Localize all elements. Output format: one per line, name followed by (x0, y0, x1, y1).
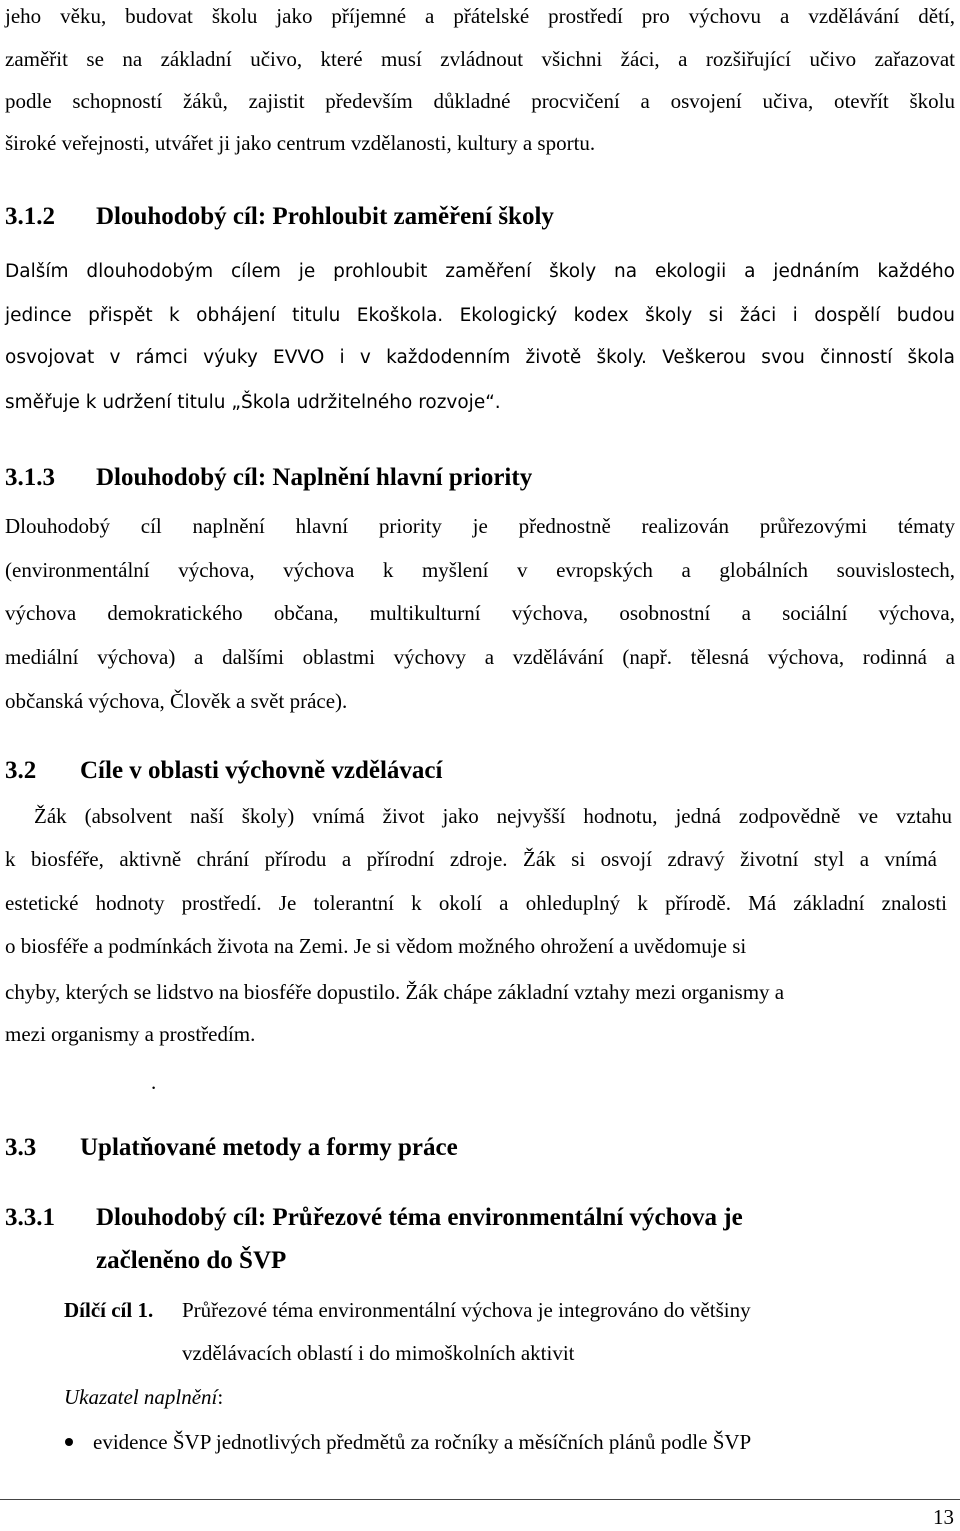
text-line: zaměřit se na základní učivo, které musí zvládnout všichni žáci, a rozšiřující učivo zařazovat (5, 47, 955, 71)
bullet-icon (65, 1438, 73, 1446)
indicator-heading (64, 1383, 223, 1411)
section-heading (5, 201, 554, 233)
list-item: evidence ŠVP jednotlivých předmětů za ročníky a měsíčních plánů podle ŠVP (93, 1430, 752, 1454)
section-heading (5, 1202, 743, 1234)
footer-divider (0, 1499, 960, 1500)
section-title: Uplatňované metody a formy práce (80, 1134, 458, 1161)
text-line: jedince přispět k obhájení titulu Ekoškola. Ekologický kodex školy si žáci i dospělí budou (5, 305, 955, 326)
text-line: občanská výchova, Člověk a svět práce). (5, 689, 348, 713)
text-line: estetické hodnoty prostředí. Je tolerantní k okolí a ohleduplný k přírodě. Má základní znalosti (5, 891, 947, 915)
text-line: osvojovat v rámci výuky EVVO i v každodenním životě školy. Veškerou svou činností škola (5, 347, 955, 368)
text-line: Dlouhodobý cíl naplnění hlavní priority je přednostně realizován průřezovými tématy (5, 514, 955, 538)
section-number: 3.3.1 (5, 1204, 55, 1231)
stray-dot: . (151, 1070, 157, 1094)
goal-text-line: Průřezové téma environmentální výchova je integrováno do většiny (182, 1298, 751, 1322)
section-title: Dlouhodobý cíl: Naplnění hlavní priority (96, 464, 533, 491)
text-line: k biosféře, aktivně chrání přírodu a přírodní zdroje. Žák si osvojí zdravý životní styl a vnímá (5, 847, 937, 871)
text-line: o biosféře a podmínkách života na Zemi. Je si vědom možného ohrožení a uvědomuje si (5, 934, 747, 958)
text-line: podle schopností žáků, zajistit především důkladné procvičení a osvojení učiva, otevřít školu (5, 89, 955, 113)
section-title: Dlouhodobý cíl: Prohloubit zaměření školy (96, 203, 554, 230)
indicator-label: Ukazatel naplnění (64, 1385, 218, 1409)
text-line: Dalším dlouhodobým cílem je prohloubit zaměření školy na ekologii a jednáním každého (5, 261, 955, 282)
text-line: mezi organismy a prostředím. (5, 1022, 256, 1046)
section-title: Cíle v oblasti výchovně vzdělávací (80, 757, 443, 784)
section-title-line2: začleněno do ŠVP (96, 1247, 287, 1274)
goal-text-line: vzdělávacích oblastí i do mimoškolních aktivit (182, 1341, 575, 1365)
text-line: (environmentální výchova, výchova k myšlení v evropských a globálních souvislostech, (5, 558, 955, 582)
page-number: 13 (933, 1505, 954, 1529)
section-heading (5, 1132, 458, 1164)
text-line: jeho věku, budovat školu jako příjemné a přátelské prostředí pro výchovu a vzdělávání dětí, (5, 4, 955, 28)
text-line: Žák (absolvent naší školy) vnímá život jako nejvyšší hodnotu, jedná zodpovědně ve vztahu (34, 804, 952, 828)
text-line: mediální výchova) a dalšími oblastmi výchovy a vzdělávání (např. tělesná výchova, rodinná a (5, 645, 955, 669)
text-line: chyby, kterých se lidstvo na biosféře dopustilo. Žák chápe základní vztahy mezi organismy a (5, 980, 785, 1004)
section-number: 3.1.2 (5, 203, 55, 230)
section-title-line1: Dlouhodobý cíl: Průřezové téma environmentální výchova je (96, 1204, 743, 1231)
section-heading (5, 462, 533, 494)
indicator-colon: : (217, 1385, 224, 1409)
goal-label: Dílčí cíl 1. (64, 1298, 154, 1322)
section-number: 3.3 (5, 1134, 37, 1161)
text-line: široké veřejnosti, utvářet ji jako centrum vzdělanosti, kultury a sportu. (5, 131, 596, 155)
section-heading (5, 755, 443, 787)
section-number: 3.2 (5, 757, 37, 784)
text-line: směřuje k udržení titulu „Škola udržitelného rozvoje“. (5, 392, 501, 413)
text-line: výchova demokratického občana, multikulturní výchova, osobnostní a sociální výchova, (5, 601, 955, 625)
section-number: 3.1.3 (5, 464, 55, 491)
